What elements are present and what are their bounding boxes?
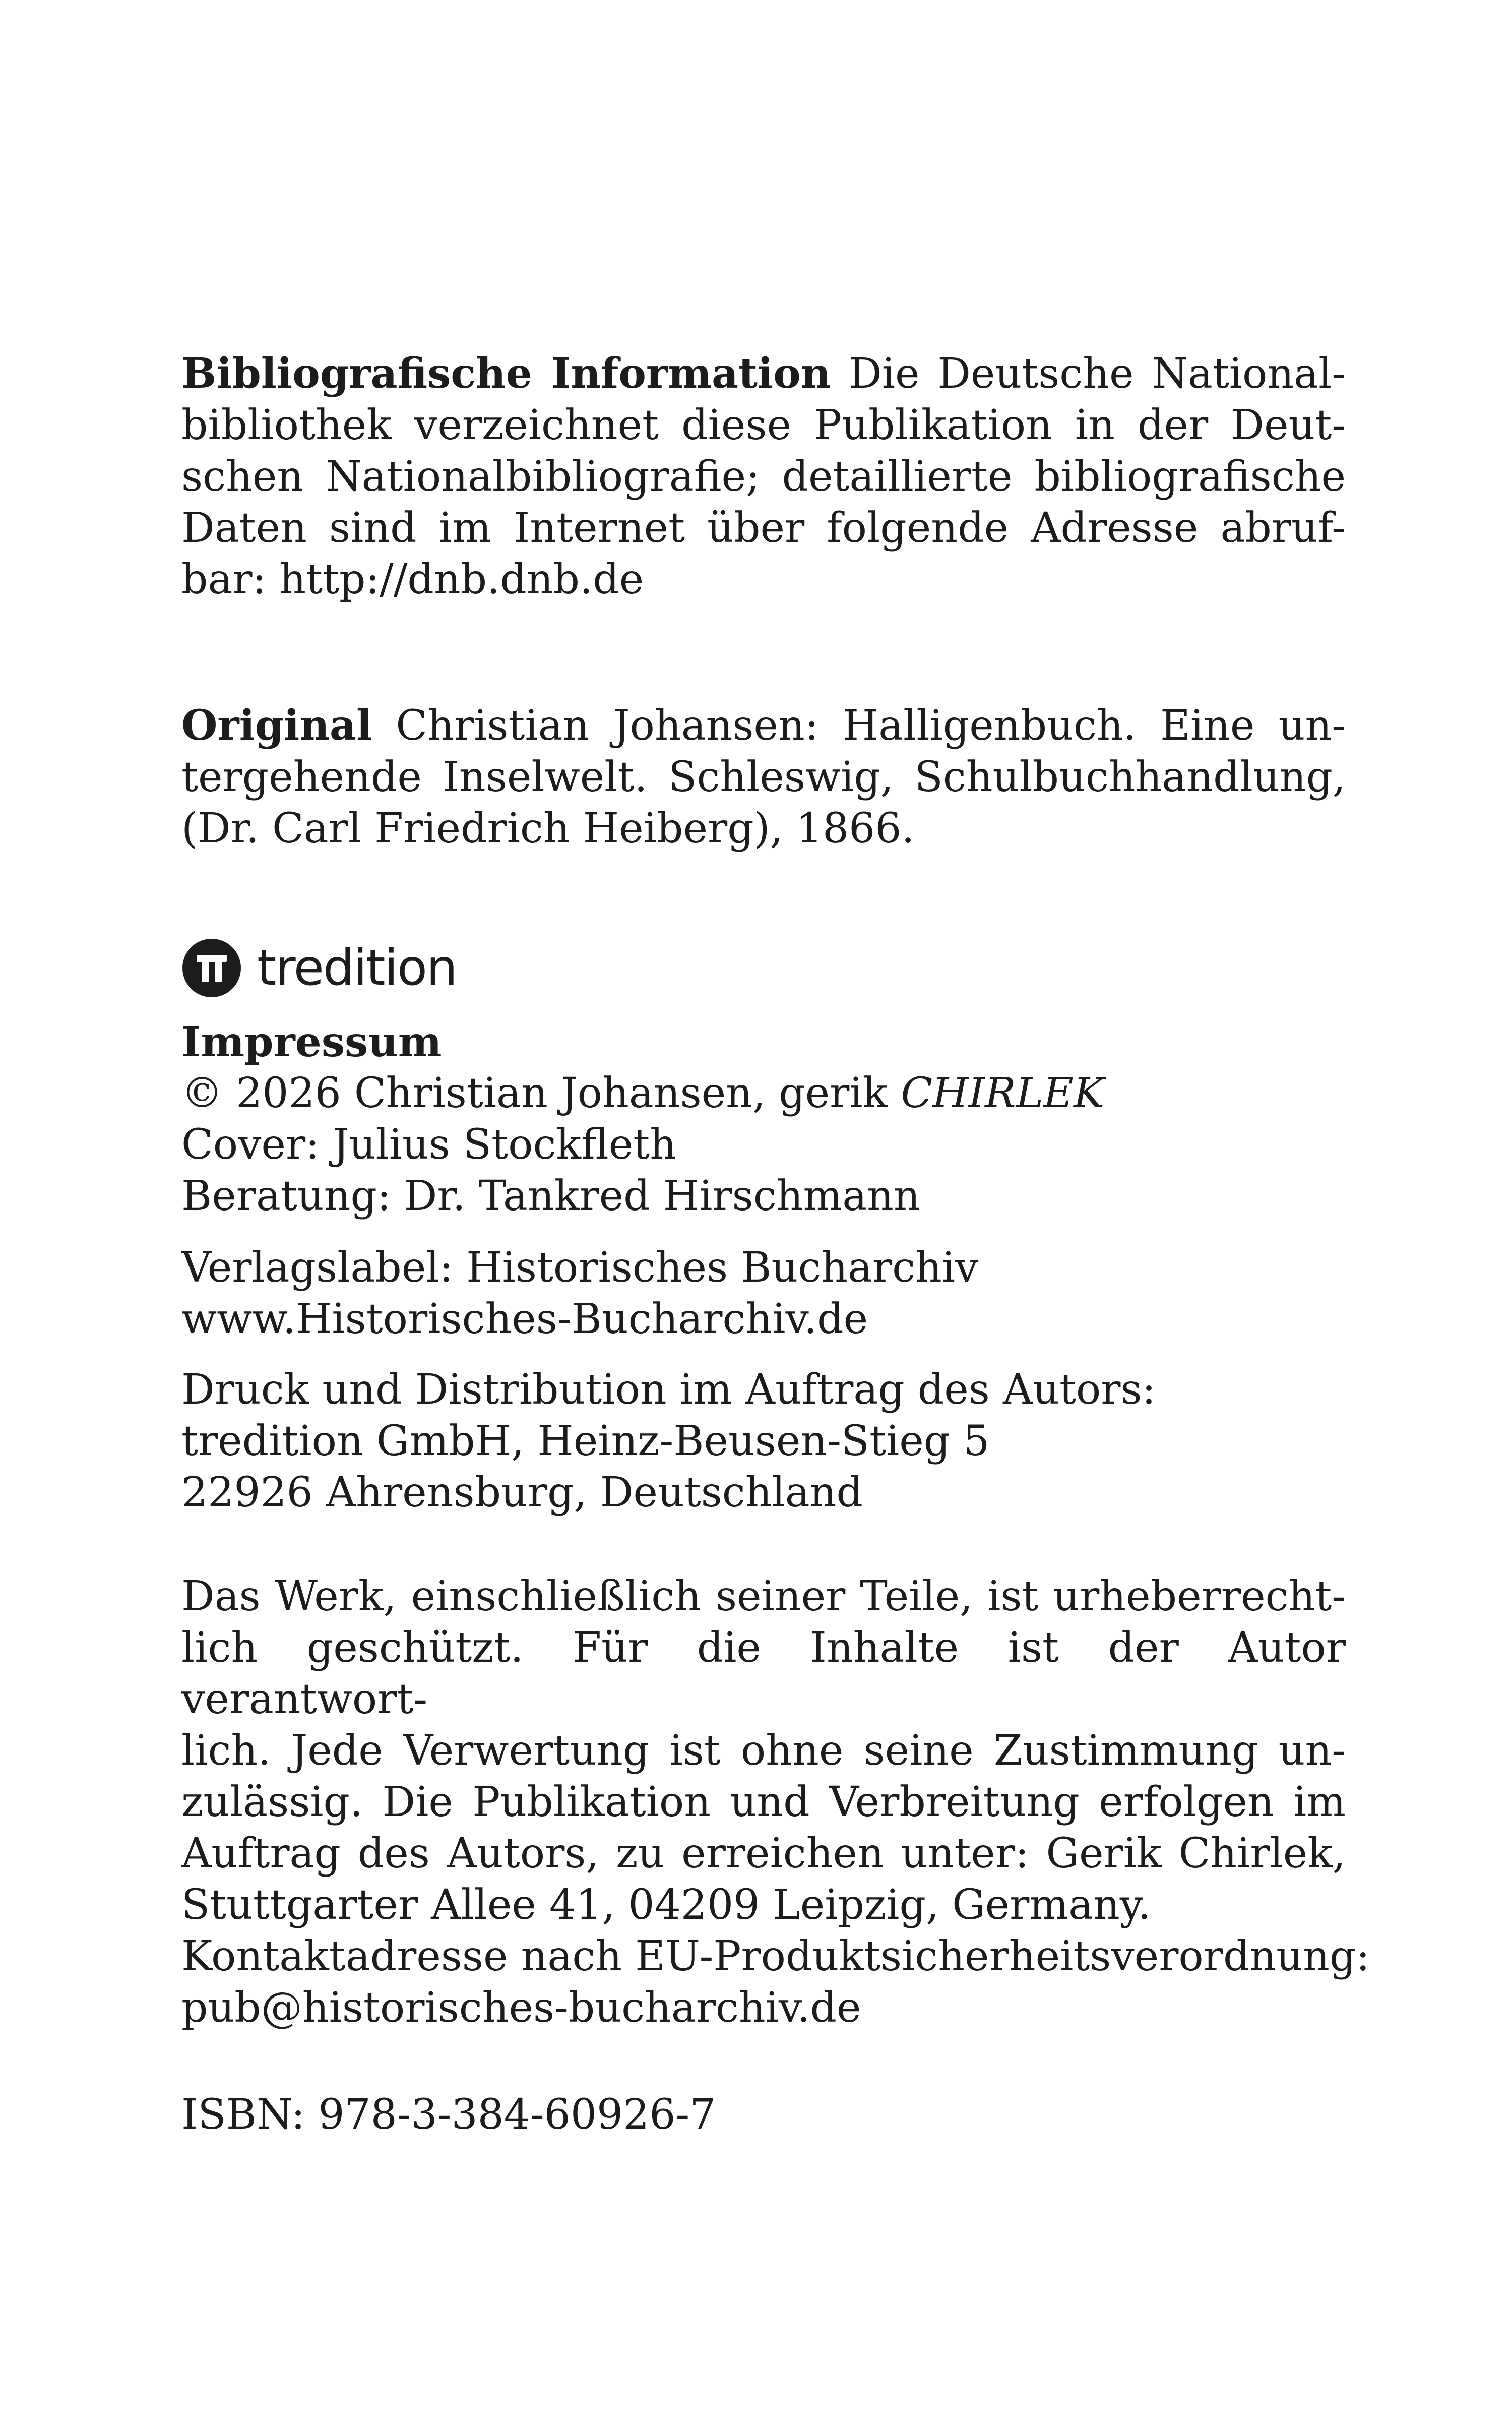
copyright-text: © 2026 Christian Johansen, gerik xyxy=(181,1069,901,1117)
bibliographic-line-5: bar: http://dnb.dnb.de xyxy=(181,556,644,603)
original-label: Original xyxy=(181,701,372,750)
isbn-section xyxy=(181,2089,1346,2141)
distribution-line-2: tredition GmbH, Heinz-Beusen-Stieg 5 xyxy=(181,1417,990,1465)
rights-line-6: Stuttgarter Allee 41, 04209 Leipzig, Germany. xyxy=(181,1881,1151,1929)
publisher-website-link[interactable]: www.Historisches-Bucharchiv.de xyxy=(181,1295,868,1343)
isbn-number: ISBN: 978-3-384-60926-7 xyxy=(181,2091,716,2139)
distribution-line-1: Druck und Distribution im Auftrag des Autors: xyxy=(181,1366,1156,1414)
rights-notice xyxy=(181,1571,1346,1931)
original-line-2: tergehende Inselwelt. Schleswig, Schulbuchhandlung, xyxy=(181,753,1346,801)
copyright-line xyxy=(181,1068,1346,1119)
copyright-author-surname: CHIRLEK xyxy=(901,1069,1105,1117)
publisher-logo xyxy=(181,938,457,998)
advice-credit: Beratung: Dr. Tankred Hirschmann xyxy=(181,1172,920,1220)
contact-line: Kontaktadresse nach EU-Produktsicherheitsverordnung: xyxy=(181,1932,1370,1980)
contact-email-link[interactable]: pub@historisches-bucharchiv.de xyxy=(181,1984,861,2032)
cover-credit: Cover: Julius Stockfleth xyxy=(181,1121,677,1169)
original-line-1 xyxy=(181,700,1346,752)
distribution-section xyxy=(181,1364,1346,1519)
rights-line-2: lich geschützt. Für die Inhalte ist der Autor verantwort- xyxy=(181,1624,1346,1723)
bibliographic-information xyxy=(181,348,1346,606)
rights-line-5: Auftrag des Autors, zu erreichen unter: Gerik Chirlek, xyxy=(181,1830,1346,1878)
tredition-wordmark: tredition xyxy=(257,939,457,997)
impressum-section xyxy=(181,1016,1346,1222)
contact-section xyxy=(181,1931,1370,2034)
bibliographic-line-3: schen Nationalbibliografie; detaillierte bibliografische xyxy=(181,453,1346,501)
bibliographic-label: Bibliografische Information xyxy=(181,349,831,398)
bibliographic-line-1 xyxy=(181,348,1346,400)
bibliographic-line-2: bibliothek verzeichnet diese Publikation in der Deut- xyxy=(181,401,1346,449)
rights-line-1: Das Werk, einschließlich seiner Teile, ist urheberrecht- xyxy=(181,1572,1346,1620)
bibliographic-text-1: Die Deutsche National- xyxy=(831,350,1346,398)
original-edition xyxy=(181,700,1346,855)
distribution-line-3: 22926 Ahrensburg, Deutschland xyxy=(181,1469,863,1517)
rights-line-4: zulässig. Die Publikation und Verbreitung erfolgen im xyxy=(181,1778,1346,1826)
original-line-3: (Dr. Carl Friedrich Heiberg), 1866. xyxy=(181,805,915,853)
impressum-heading: Impressum xyxy=(181,1018,442,1066)
publisher-label-line: Verlagslabel: Historisches Bucharchiv xyxy=(181,1244,979,1292)
tredition-logo-icon xyxy=(181,938,242,998)
rights-line-3: lich. Jede Verwertung ist ohne seine Zustimmung un- xyxy=(181,1727,1346,1775)
bibliographic-line-4: Daten sind im Internet über folgende Adresse abruf- xyxy=(181,504,1346,552)
publisher-label-section xyxy=(181,1242,1346,1345)
original-text-1: Christian Johansen: Halligenbuch. Eine un- xyxy=(372,702,1346,750)
